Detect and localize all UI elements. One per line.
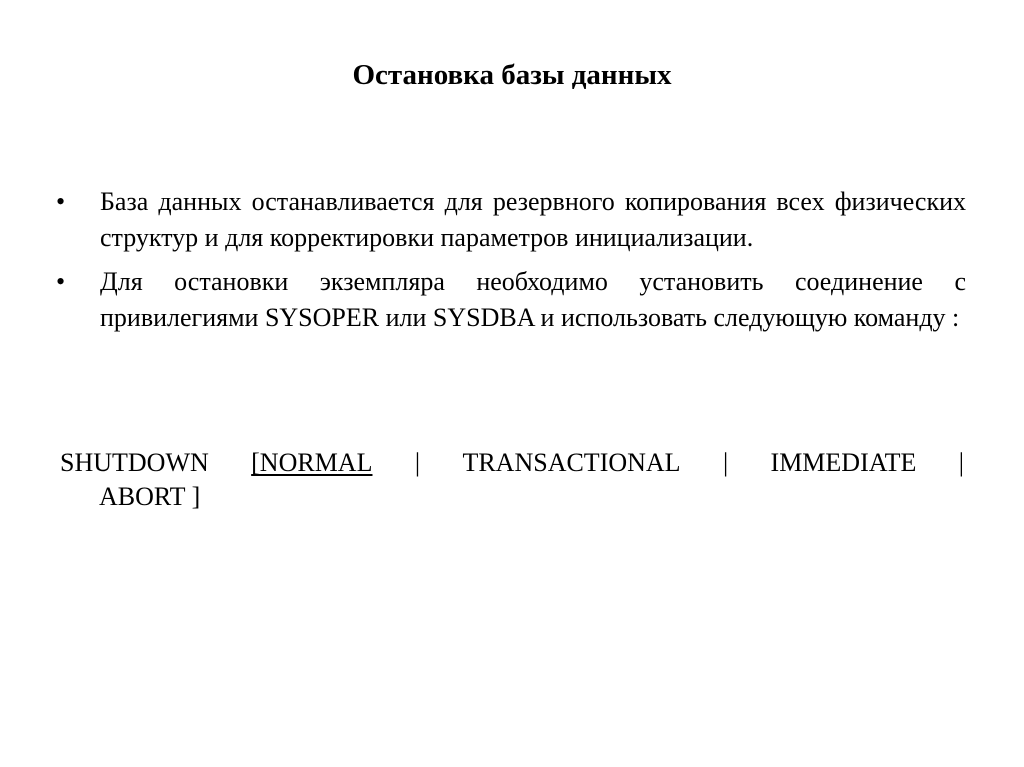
slide-title: Остановка базы данных xyxy=(352,59,672,91)
option-separator: | xyxy=(958,448,964,477)
command-line-2 xyxy=(60,480,964,514)
shutdown-command xyxy=(60,446,964,514)
option-normal: [NORMAL xyxy=(251,448,373,477)
bullet-item xyxy=(56,264,966,336)
command-keyword: SHUTDOWN xyxy=(60,448,209,477)
option-transactional: TRANSACTIONAL xyxy=(462,448,681,477)
bullet-marker: • xyxy=(56,267,66,296)
bullet-text: Для остановки экземпляра необходимо установить соединение с привилегиями SYSOPER или SYSDBA и использовать следующую команду : xyxy=(100,267,966,332)
bullet-marker: • xyxy=(56,187,66,216)
option-separator: | xyxy=(722,448,729,477)
option-abort: ABORT ] xyxy=(99,482,201,511)
command-line-1 xyxy=(60,446,964,480)
option-immediate: IMMEDIATE xyxy=(770,448,917,477)
option-separator: | xyxy=(414,448,421,477)
bullet-list xyxy=(56,184,966,344)
bullet-text: База данных останавливается для резервного копирования всех физических структур и для корректировки параметров инициализации. xyxy=(100,187,966,252)
bullet-item xyxy=(56,184,966,256)
